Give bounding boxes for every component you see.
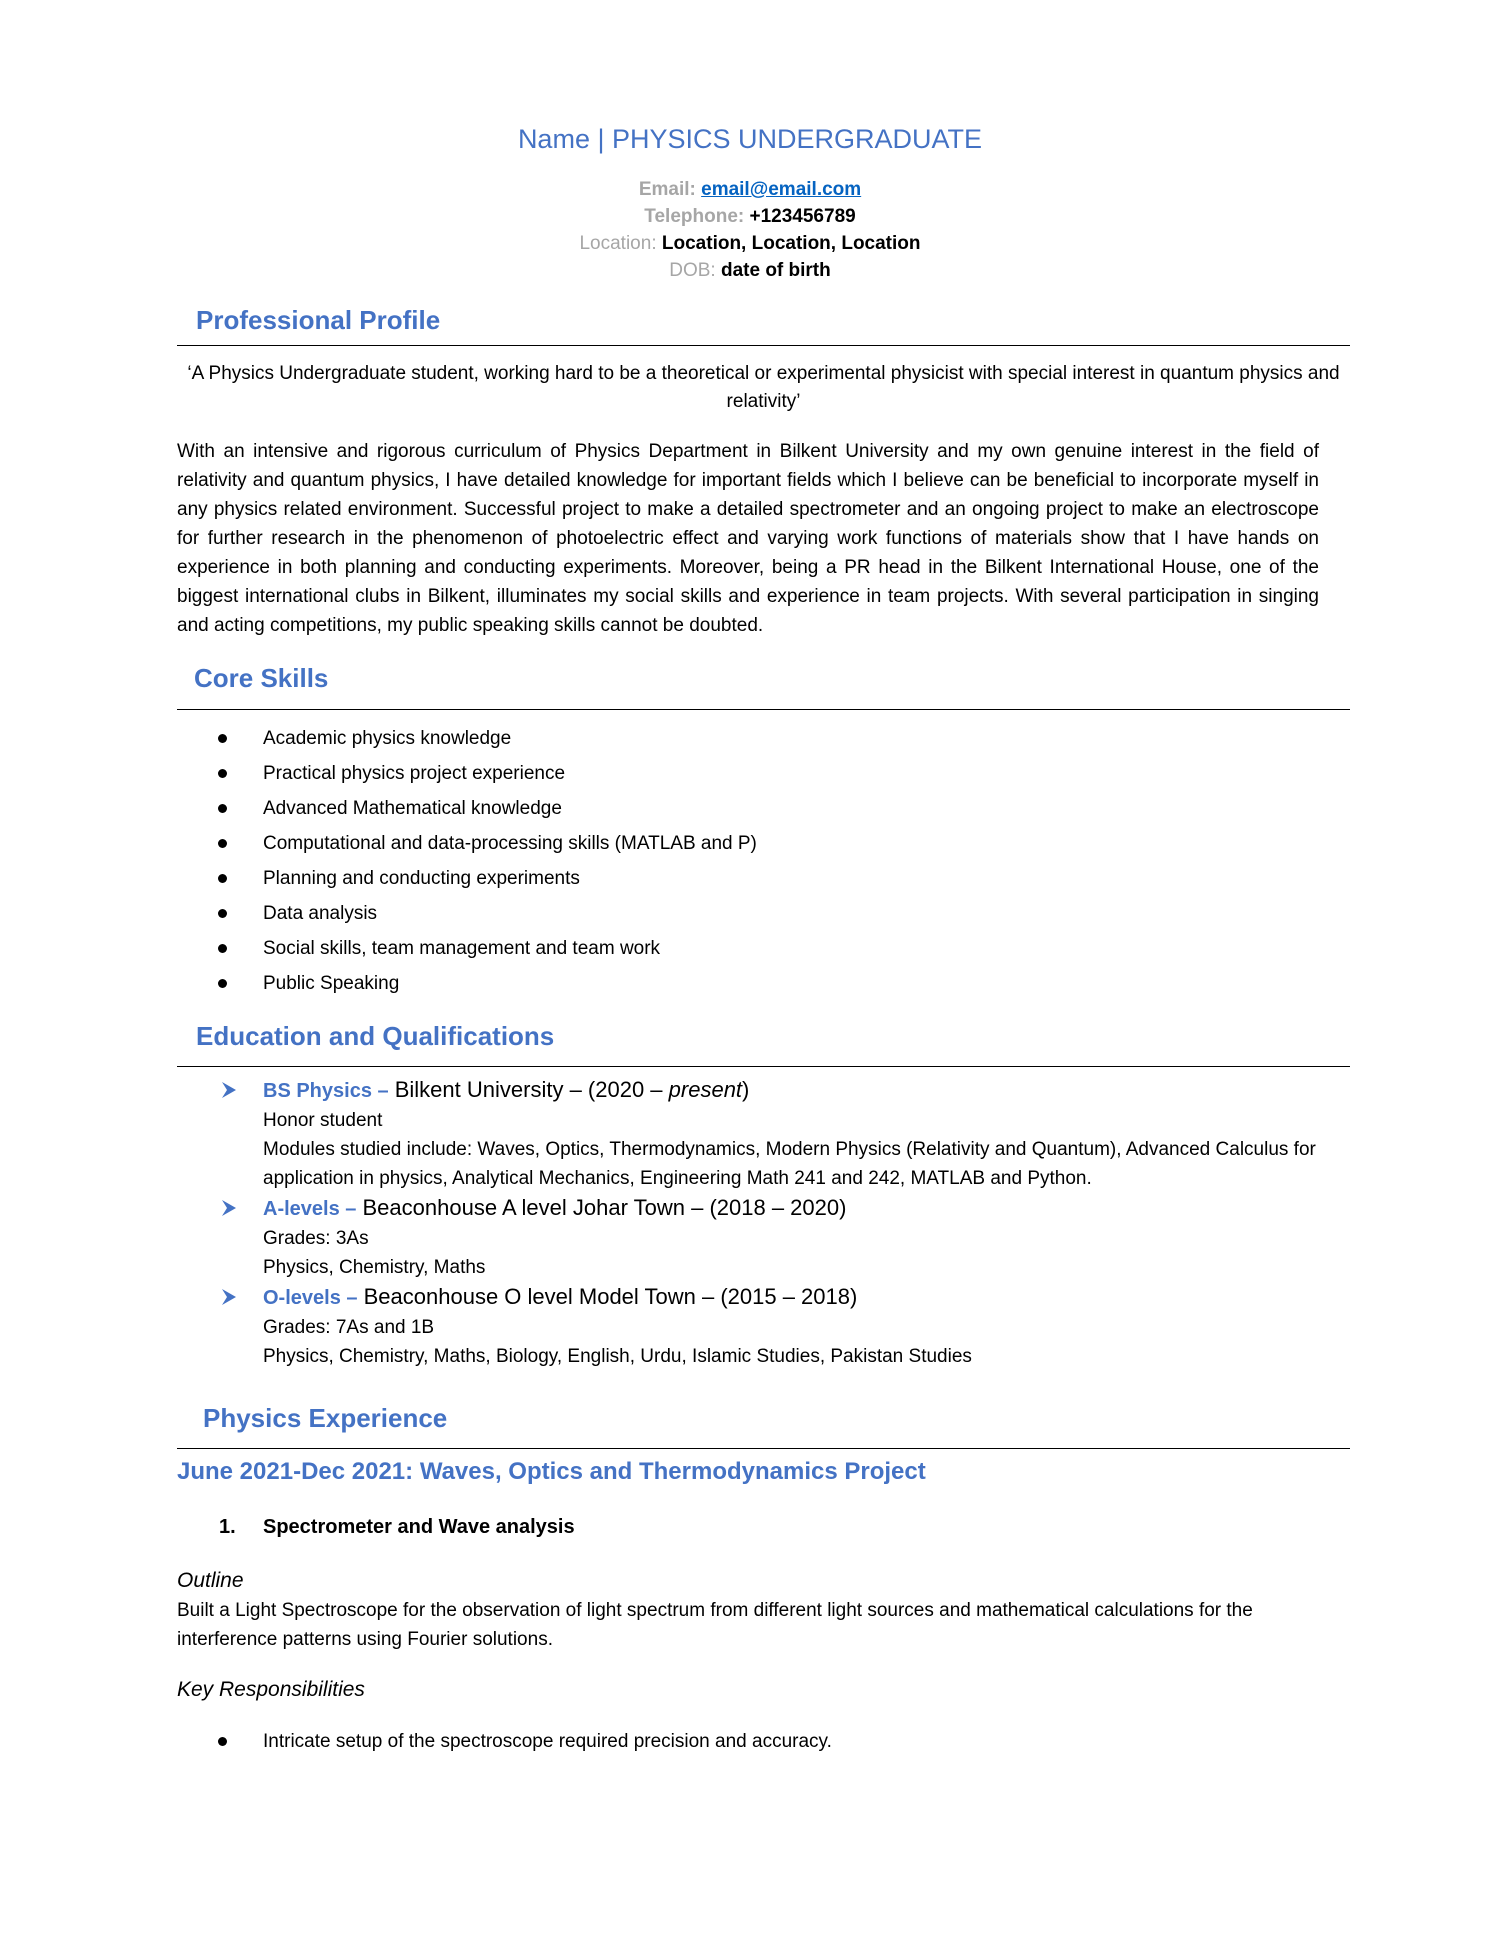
period-present: present [668, 1077, 743, 1102]
skill-text: Computational and data-processing skills (MATLAB and P) [263, 833, 757, 854]
profile-divider [177, 345, 1350, 346]
bullet-icon [218, 979, 227, 988]
education-heading-line [263, 1075, 1325, 1106]
degree-label: A-levels – [263, 1198, 357, 1220]
dob-label: DOB: [669, 260, 716, 281]
education-divider [177, 1066, 1350, 1067]
list-item [215, 791, 757, 826]
candidate-name: Name [517, 124, 590, 154]
education-list [215, 1075, 1325, 1371]
telephone-label: Telephone: [644, 206, 745, 227]
list-item [215, 931, 757, 966]
education-detail: Physics, Chemistry, Maths, Biology, English, Urdu, Islamic Studies, Pakistan Studies [263, 1346, 972, 1367]
item-title: Spectrometer and Wave analysis [263, 1516, 575, 1538]
profile-paragraph: With an intensive and rigorous curriculum of Physics Department in Bilkent University and my own genuine interest in the field of relativity and quantum physics, I have detailed knowledge for important fields which I believe can be beneficial to incorporate myself in any physics related environment. Successful project to make a detailed spectrometer and an ongoing project to make an electroscope for further research in the phenomenon of photoelectric effect and varying work functions of materials show that I have hands on experience in both planning and conducting experiments. Moreover, being a PR head in the Bilkent International House, one of the biggest international clubs in Bilkent, illuminates my social skills and experience in team projects. With several participation in singing and acting competitions, my public speaking skills cannot be doubted. [177, 441, 1319, 636]
period-end: ) [742, 1077, 750, 1102]
bullet-icon [218, 909, 227, 918]
item-number: 1. [219, 1516, 236, 1538]
degree-label: O-levels – [263, 1287, 358, 1309]
bullet-icon [218, 734, 227, 743]
list-item [215, 1727, 832, 1756]
list-item [215, 861, 757, 896]
education-heading: Education and Qualifications [196, 1021, 555, 1051]
skills-divider [177, 709, 1350, 710]
dob-value: date of birth [720, 260, 831, 281]
institution-text: Bilkent University – (2020 – [388, 1077, 669, 1102]
title-separator: | [589, 124, 612, 154]
list-item [215, 966, 757, 1001]
telephone-line [0, 203, 1500, 230]
skill-text: Academic physics knowledge [263, 728, 512, 749]
responsibility-text: Intricate setup of the spectroscope required precision and accuracy. [263, 1731, 832, 1752]
profile-quote: ‘A Physics Undergraduate student, working hard to be a theoretical or experimental physicist with special interest in quantum physics and relativity’ [187, 363, 1340, 412]
bullet-icon [218, 944, 227, 953]
skill-text: Social skills, team management and team work [263, 938, 661, 959]
list-item [215, 721, 757, 756]
resume-title [0, 122, 1500, 156]
outline-text: Built a Light Spectroscope for the observation of light spectrum from different light sources and mathematical calculations for the interference patterns using Fourier solutions. [177, 1600, 1253, 1650]
bullet-icon [218, 874, 227, 883]
education-item [215, 1282, 1325, 1371]
location-line [0, 230, 1500, 257]
outline-label: Outline [177, 1569, 244, 1592]
education-detail: Honor student [263, 1110, 383, 1131]
education-heading-line [263, 1193, 1325, 1224]
arrow-bullet-icon [221, 1288, 237, 1306]
education-item [215, 1193, 1325, 1282]
experience-divider [177, 1448, 1350, 1449]
bullet-icon [218, 769, 227, 778]
skills-list [215, 721, 757, 1001]
bullet-icon [218, 1737, 227, 1746]
arrow-bullet-icon [221, 1199, 237, 1217]
education-detail: Modules studied include: Waves, Optics, Thermodynamics, Modern Physics (Relativity and Quantum), Advanced Calculus for application in physics, Analytical Mechanics, Engineering Math 241 and 242, MATLAB and Python. [263, 1139, 1316, 1189]
bullet-icon [218, 839, 227, 848]
bullet-icon [218, 804, 227, 813]
location-label: Location: [579, 233, 657, 254]
email-label: Email: [638, 179, 696, 200]
skill-text: Practical physics project experience [263, 763, 566, 784]
list-item [215, 896, 757, 931]
profile-heading: Professional Profile [196, 305, 441, 335]
institution-text: Beaconhouse A level Johar Town – (2018 – 2020) [356, 1195, 847, 1220]
location-value: Location, Location, Location [661, 233, 921, 254]
project-title: June 2021-Dec 2021: Waves, Optics and Thermodynamics Project [177, 1458, 926, 1485]
institution-text: Beaconhouse O level Model Town – (2015 – 2018) [357, 1284, 858, 1309]
skills-heading: Core Skills [194, 663, 329, 693]
education-item [215, 1075, 1325, 1193]
degree-label: BS Physics – [263, 1080, 389, 1102]
numbered-item [219, 1513, 575, 1541]
education-detail: Grades: 3As [263, 1228, 369, 1249]
telephone-value: +123456789 [749, 206, 856, 227]
dob-line [0, 257, 1500, 284]
education-detail: Physics, Chemistry, Maths [263, 1257, 486, 1278]
email-line [0, 176, 1500, 203]
education-heading-line [263, 1282, 1325, 1313]
skill-text: Public Speaking [263, 973, 400, 994]
experience-heading: Physics Experience [203, 1403, 448, 1433]
arrow-bullet-icon [221, 1081, 237, 1099]
email-link[interactable]: email@email.com [701, 179, 862, 200]
list-item [215, 756, 757, 791]
education-detail: Grades: 7As and 1B [263, 1317, 435, 1338]
candidate-role: PHYSICS UNDERGRADUATE [612, 124, 983, 154]
skill-text: Advanced Mathematical knowledge [263, 798, 562, 819]
skill-text: Data analysis [263, 903, 378, 924]
list-item [215, 826, 757, 861]
responsibilities-label: Key Responsibilities [177, 1678, 365, 1701]
skill-text: Planning and conducting experiments [263, 868, 580, 889]
